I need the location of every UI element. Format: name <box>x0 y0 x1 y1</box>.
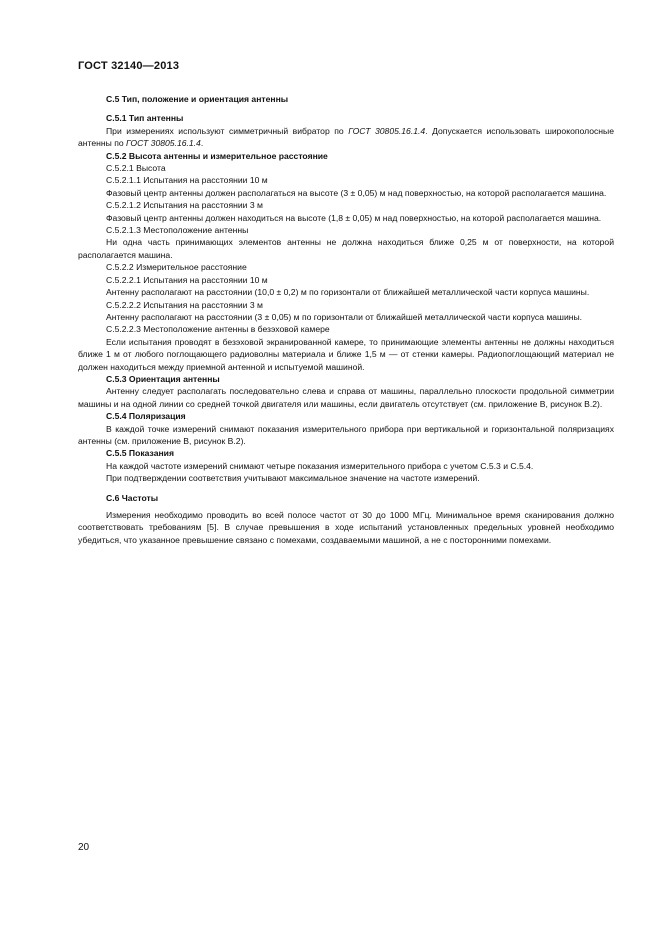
paragraph-c5223: Если испытания проводят в безэховой экранированной камере, то принимающие элементы антенны не должны находиться ближе 1 м от любого поглощающего радиоволны материала и ближе 1,5 м — от стенки камеры. Радиопоглощающий материал не должен находиться между приемной антенной и испытуемой машиной. <box>78 336 614 372</box>
section-c55-heading: С.5.5 Показания <box>106 448 174 459</box>
subsection-c521: С.5.2.1 Высота <box>106 163 166 174</box>
section-c6-heading: С.6 Частоты <box>106 492 159 503</box>
paragraph-c6: Измерения необходимо проводить во всей полосе частот от 30 до 1000 МГц. Минимальное время сканирования должно соответствовать требованиям [5]. В случае превышения в ходе испытаний установленных предельных уровней необходимо убедиться, что указанное превышение связано с помехами, создаваемыми машиной, а не с посторонними помехами. <box>78 510 614 545</box>
paragraph-c5221: Антенну располагают на расстоянии (10,0 ± 0,2) м по горизонтали от ближайшей металлической части корпуса машины. <box>106 287 590 298</box>
subsection-c5213: С.5.2.1.3 Местоположение антенны <box>106 225 249 236</box>
paragraph-c55-2: При подтверждении соответствия учитывают максимальное значение на частоте измерений. <box>106 473 480 484</box>
paragraph-c54: В каждой точке измерений снимают показания измерительного прибора при вертикальной и горизонтальной поляризациях антенны (см. приложение В, рисунок В.2). <box>78 423 614 446</box>
section-c51-heading: С.5.1 Тип антенны <box>106 113 184 124</box>
document-body <box>78 93 614 546</box>
paragraph-c5213: Ни одна часть принимающих элементов антенны не должна находиться ближе 0,25 м от поверхности, на которой располагается машина. <box>78 237 614 260</box>
c51-text-b: . Допускается использовать широкополосные антенны по <box>78 125 614 149</box>
subsection-c5221: С.5.2.2.1 Испытания на расстоянии 10 м <box>106 274 268 285</box>
subsection-c5212: С.5.2.1.2 Испытания на расстоянии 3 м <box>106 200 263 211</box>
section-c5-heading: С.5 Тип, положение и ориентация антенны <box>106 94 289 104</box>
paragraph-c53: Антенну следует располагать последовательно слева и справа от машины, параллельно плоскости продольной симметрии машины и на одной линии со средней точкой двигателя или машины, если двигатель отсутствует (см. приложение В, рисунок В.2). <box>78 386 614 409</box>
subsection-c5211: С.5.2.1.1 Испытания на расстоянии 10 м <box>106 175 268 186</box>
subsection-c5222: С.5.2.2.2 Испытания на расстоянии 3 м <box>106 299 263 310</box>
paragraph-c5212: Фазовый центр антенны должен находиться на высоте (1,8 ± 0,05) м над поверхностью, на которой располагается машина. <box>106 212 602 223</box>
section-c52-heading: С.5.2 Высота антенны и измерительное расстояние <box>106 150 328 161</box>
section-c54-heading: С.5.4 Поляризация <box>106 411 186 422</box>
standard-reference: ГОСТ 30805.16.1.4 <box>348 125 426 136</box>
section-c53-heading: С.5.3 Ориентация антенны <box>106 373 220 384</box>
paragraph-c55-1: На каждой частоте измерений снимают четыре показания измерительного прибора с учетом С.5.3 и С.5.4. <box>106 460 534 471</box>
subsection-c5223: С.5.2.2.3 Местоположение антенны в безэховой камере <box>106 324 330 335</box>
paragraph-c5211: Фазовый центр антенны должен располагаться на высоте (3 ± 0,05) м над поверхностью, на которой располагается машина. <box>106 187 607 198</box>
section-c51-paragraph <box>78 125 614 150</box>
page-number: 20 <box>78 842 90 853</box>
c51-text-c: . <box>200 138 204 149</box>
document-code-header: ГОСТ 32140—2013 <box>78 60 180 72</box>
paragraph-c5222: Антенну располагают на расстоянии (3 ± 0,05) м по горизонтали от ближайшей металлической части корпуса машины. <box>106 311 583 322</box>
standard-reference-2: ГОСТ 30805.16.1.4 <box>126 138 201 149</box>
subsection-c522: С.5.2.2 Измерительное расстояние <box>106 262 247 273</box>
c51-text-a: При измерениях используют симметричный вибратор по <box>106 125 349 136</box>
